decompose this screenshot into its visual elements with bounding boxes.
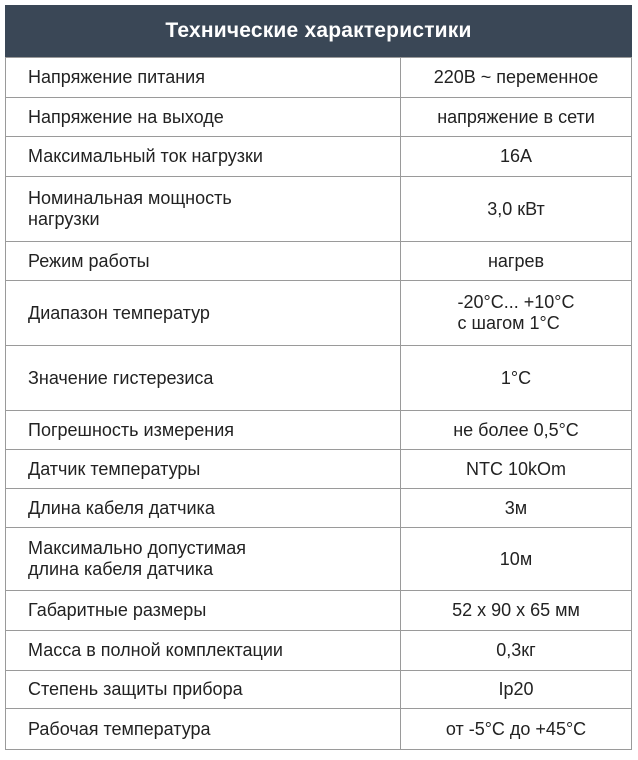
spec-row — [6, 709, 632, 750]
spec-param-lines — [28, 538, 392, 580]
spec-row — [6, 242, 632, 281]
spec-value-cell — [401, 709, 632, 750]
spec-param-lines — [28, 146, 392, 167]
page-title: Технические характеристики — [165, 19, 472, 42]
spec-value-cell — [401, 411, 632, 450]
spec-value-lines — [453, 420, 579, 441]
spec-value-cell — [401, 137, 632, 177]
spec-param-cell — [6, 489, 401, 528]
spec-param-lines — [28, 640, 392, 661]
spec-table-body — [6, 58, 632, 750]
spec-param-lines — [28, 600, 392, 621]
spec-sheet — [5, 5, 632, 750]
spec-value-lines — [500, 549, 532, 570]
spec-param-label: Погрешность измерения — [28, 419, 235, 440]
spec-param-label: Напряжение питания — [28, 67, 205, 87]
spec-param-label: Максимальный ток нагрузки — [28, 146, 263, 166]
spec-value-cell — [401, 489, 632, 528]
spec-value-lines — [488, 251, 544, 272]
spec-row — [6, 98, 632, 137]
spec-value-text: 16А — [499, 146, 533, 166]
spec-param-cell — [6, 450, 401, 489]
spec-param-cell — [6, 709, 401, 750]
spec-param-label: Напряжение на выходе — [28, 106, 224, 127]
spec-param-lines — [28, 67, 392, 88]
spec-row — [6, 177, 632, 242]
spec-param-cell — [6, 346, 401, 411]
spec-row — [6, 528, 632, 591]
spec-row — [6, 346, 632, 411]
spec-param-cell — [6, 242, 401, 281]
spec-param-label: Значение гистерезиса — [28, 367, 214, 388]
spec-value-cell — [401, 591, 632, 631]
spec-param-cell — [6, 591, 401, 631]
spec-value-text: 0,3кг — [496, 640, 536, 660]
spec-table — [5, 57, 632, 750]
spec-param-label: Максимально допустимая — [28, 538, 247, 558]
spec-value-lines — [458, 292, 575, 334]
spec-value-cell — [401, 58, 632, 98]
spec-row — [6, 137, 632, 177]
spec-param-label: Масса в полной комплектации — [28, 640, 283, 660]
spec-value-text: от -5°С до +45°С — [445, 718, 587, 739]
spec-param-label: Рабочая температура — [28, 718, 211, 739]
spec-value-lines — [466, 459, 566, 480]
spec-row — [6, 489, 632, 528]
spec-value-text: нагрев — [487, 250, 545, 271]
spec-value-text: не более 0,5°С — [453, 419, 579, 440]
spec-value-cell — [401, 528, 632, 591]
spec-value-text: с шагом 1°С — [457, 313, 560, 333]
spec-value-lines — [487, 199, 545, 220]
spec-value-text: 3м — [504, 497, 528, 518]
spec-value-text: -20°С... +10°С — [457, 292, 575, 312]
spec-param-lines — [28, 107, 392, 128]
spec-row — [6, 411, 632, 450]
spec-value-text: Ip20 — [498, 679, 534, 699]
spec-param-lines — [28, 679, 392, 700]
spec-param-label: Длина кабеля датчика — [28, 497, 215, 518]
spec-value-text: 220В ~ переменное — [433, 67, 599, 87]
spec-param-label: Степень защиты прибора — [28, 679, 243, 699]
spec-param-cell — [6, 411, 401, 450]
spec-param-cell — [6, 58, 401, 98]
spec-param-lines — [28, 303, 392, 324]
title-bar — [5, 5, 632, 57]
spec-param-lines — [28, 368, 392, 389]
spec-value-cell — [401, 98, 632, 137]
spec-value-lines — [501, 368, 531, 389]
spec-value-cell — [401, 631, 632, 671]
spec-param-cell — [6, 631, 401, 671]
spec-value-text: NTC 10kOm — [465, 458, 566, 479]
spec-param-lines — [28, 420, 392, 441]
spec-row — [6, 591, 632, 631]
spec-param-cell — [6, 281, 401, 346]
spec-param-label: длина кабеля датчика — [28, 559, 214, 579]
spec-value-cell — [401, 177, 632, 242]
spec-value-lines — [446, 719, 586, 740]
spec-param-label: Номинальная мощность — [28, 188, 232, 208]
spec-param-label: Режим работы — [28, 250, 150, 271]
spec-param-lines — [28, 251, 392, 272]
spec-param-label: Диапазон температур — [28, 302, 210, 323]
spec-value-lines — [498, 679, 533, 700]
spec-param-lines — [28, 459, 392, 480]
spec-row — [6, 58, 632, 98]
spec-param-cell — [6, 177, 401, 242]
spec-value-cell — [401, 450, 632, 489]
spec-value-text: напряжение в сети — [437, 106, 595, 127]
spec-param-cell — [6, 137, 401, 177]
spec-value-text: 10м — [499, 548, 533, 569]
spec-value-lines — [505, 498, 527, 519]
spec-value-lines — [500, 146, 532, 167]
spec-value-cell — [401, 281, 632, 346]
spec-param-cell — [6, 671, 401, 709]
spec-param-lines — [28, 188, 392, 230]
spec-value-lines — [434, 67, 599, 88]
spec-param-label: нагрузки — [28, 209, 100, 229]
spec-param-label: Габаритные размеры — [28, 600, 207, 620]
spec-row — [6, 631, 632, 671]
spec-value-cell — [401, 346, 632, 411]
spec-value-text: 1°С — [500, 367, 532, 388]
spec-value-lines — [496, 640, 535, 661]
spec-row — [6, 671, 632, 709]
spec-value-lines — [437, 107, 595, 128]
spec-param-cell — [6, 98, 401, 137]
spec-param-cell — [6, 528, 401, 591]
spec-value-lines — [452, 600, 580, 621]
spec-param-lines — [28, 719, 392, 740]
spec-row — [6, 450, 632, 489]
spec-param-lines — [28, 498, 392, 519]
spec-row — [6, 281, 632, 346]
spec-value-text: 52 х 90 х 65 мм — [452, 600, 580, 620]
spec-value-cell — [401, 671, 632, 709]
spec-value-text: 3,0 кВт — [487, 198, 545, 219]
spec-value-cell — [401, 242, 632, 281]
spec-param-label: Датчик температуры — [28, 458, 201, 479]
